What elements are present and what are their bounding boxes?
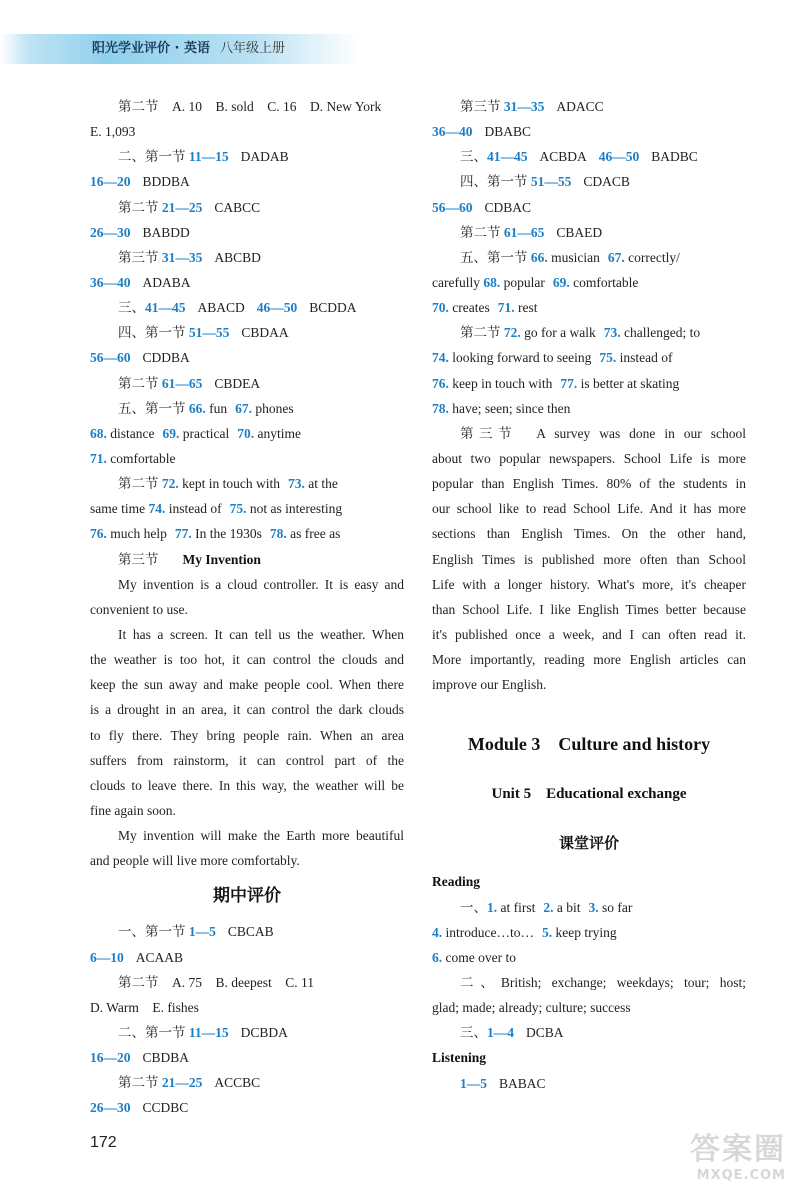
answer-line: carefully 68. popular 69. comfortable [432,274,639,290]
answer-line: 第二节 61—65 CBDEA [118,375,261,391]
midterm-heading: 期中评价 [213,886,281,907]
answer-line: 56—60 CDDBA [90,350,190,366]
answer-line: 第三节 My Invention [118,551,261,567]
answer-line: 26—30 CCDBC [90,1100,189,1116]
answer-line: 第三节 31—35 ABCBD [118,249,261,265]
grade-label: 八年级上册 [220,41,286,56]
essay-title: My Invention [182,551,261,567]
answer-line: 6. come over to [432,949,516,965]
answer-line: 三、41—45 ACBDA 46—50 BADBC [460,149,698,165]
book-title: 阳光学业评价 · 英语 [92,41,210,56]
answer-line: 78. have; seen; since then [432,400,571,416]
answer-line: 76. keep in touch with 77. is better at skating [432,375,680,391]
answer-line: 五、第一节 66. musician 67. correctly/ [460,249,680,265]
answer-line: 二、第一节 11—15 DCBDA [118,1024,288,1040]
answer-line: 第二节 A. 75 B. deepest C. 11 [118,974,314,990]
answer-line: 74. looking forward to seeing 75. instead of [432,350,673,366]
answer-line: same time 74. instead of 75. not as interesting [90,501,343,517]
answer-line: 五、第一节 66. fun 67. phones [118,400,294,416]
reading-label: Reading [432,874,481,890]
answer-line: 四、第一节 51—55 CDACB [460,174,630,190]
left-column [90,94,404,1120]
answer-line: 第二节 72. kept in touch with 73. at the [118,476,338,492]
answer-line: 四、第一节 51—55 CBDAA [118,325,289,341]
answer-line: 56—60 CDBAC [432,199,532,215]
answer-line: 第二节 21—25 ACCBC [118,1075,261,1091]
section-heading: 课堂评价 [558,834,619,853]
right-column [432,94,746,1096]
answer-line: 68. distance 69. practical 70. anytime [90,425,301,441]
essay-paragraph: It has a screen. It can tell us the weather. When the weather is too hot, it can control the clouds and keep the sun away and make people cool. When there is a drought in an area, it can control the dark clouds to fly there. They bring people rain. When an area suffers from rainstorm, it can control part of the clouds to leave there. In this way, the weather will be fine again soon. [90,626,404,818]
answer-line: 71. comfortable [90,450,176,466]
answer-line: 第二节 21—25 CABCC [118,199,261,215]
answer-line: 第二节 A. 10 B. sold C. 16 D. New York [118,99,382,114]
answer-paragraph: 二、British; exchange; weekdays; tour; host; glad; made; already; culture; success [432,974,746,1016]
essay-paragraph: 第三节 A survey was done in our school about two popular newspapers. School Life is more popular than English Times. 80% of the students in our school like to read School Life. And it has more sections than English Times. On the other hand, English Times is published more often than School Life with a longer history. What's more, it's cheaper than School Life. I like English Times better because it's published once a week, and I can often read it. More importantly, reading more English articles can improve our English. [432,425,746,693]
answer-line: 16—20 CBDBA [90,1050,190,1066]
answer-line: 26—30 BABDD [90,224,190,240]
essay-paragraph: My invention will make the Earth more beautiful and people will live more comfortably. [90,828,404,869]
answer-line: 一、第一节 1—5 CBCAB [118,924,274,940]
answer-line: 76. much help 77. In the 1930s 78. as free as [90,526,341,542]
answer-line: 1—5 BABAC [460,1075,546,1091]
answer-line: 三、41—45 ABACD 46—50 BCDDA [118,300,357,316]
unit-heading: Unit 5 Educational exchange [491,786,687,803]
answer-line: 第二节 61—65 CBAED [460,224,603,240]
answer-line: 6—10 ACAAB [90,949,184,965]
answer-line: 第三节 31—35 ADACC [460,99,604,114]
answer-line: 三、1—4 DCBA [460,1025,564,1041]
module-heading: Module 3 Culture and history [467,734,711,755]
answer-line: E. 1,093 [90,124,136,140]
essay-paragraph: My invention is a cloud controller. It is easy and convenient to use. [90,576,404,617]
watermark-text: 答案圈 [690,1132,786,1167]
answer-line: 一、1. at first 2. a bit 3. so far [460,899,633,915]
running-header [92,38,285,60]
answer-line: 16—20 BDDBA [90,174,190,190]
answer-line: 36—40 DBABC [432,124,532,140]
watermark-url: MXQE.COM [696,1168,786,1183]
answer-line: 36—40 ADABA [90,274,191,290]
listening-label: Listening [432,1050,487,1066]
answer-line: 第二节 72. go for a walk 73. challenged; to [460,325,701,341]
answer-line: 二、第一节 11—15 DADAB [118,149,289,165]
answer-line: 70. creates 71. rest [432,300,538,316]
page-number: 172 [90,1134,117,1151]
answer-line: 4. introduce…to… 5. keep trying [432,924,617,940]
watermark-logo [656,1132,786,1192]
answer-line: D. Warm E. fishes [90,999,199,1015]
